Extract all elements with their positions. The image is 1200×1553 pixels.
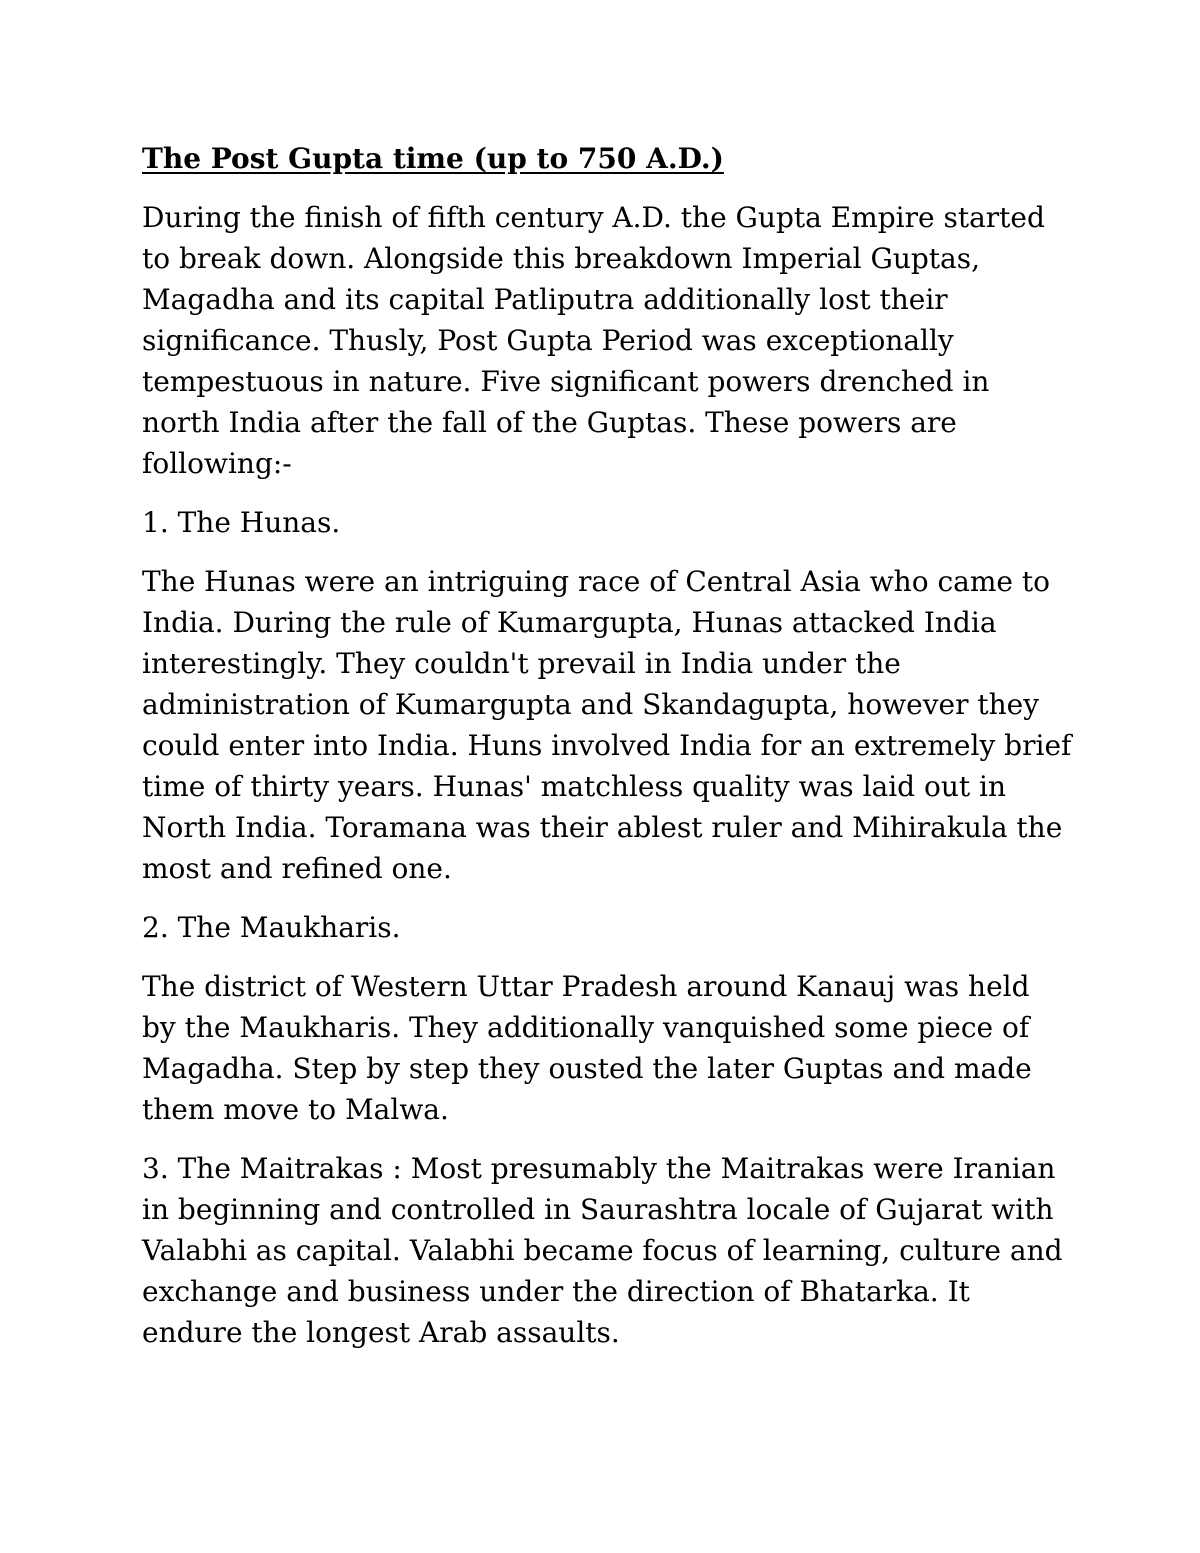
paragraph-maukharis: The district of Western Uttar Pradesh around Kanauj was held by the Maukharis. They additionally vanquished some piece of Magadha. Step by step they ousted the later Guptas and made them move to Malwa. [142,970,1032,1126]
paragraph-intro: During the finish of fifth century A.D. the Gupta Empire started to break down. Alongside this breakdown Imperial Guptas, Magadha and its capital Patliputra additionally lost their significance. Thusly, Post Gupta Period was exceptionally tempestuous in nature. Five significant powers drenched in north India after the fall of the Guptas. These powers are following:- [142,201,1045,480]
heading-hunas: 1. The Hunas. [142,506,341,539]
document-page [142,138,1072,1371]
document-title: The Post Gupta time (up to 750 A.D.) [142,142,724,175]
heading-maukharis: 2. The Maukharis. [142,911,401,944]
paragraph-maitrakas: 3. The Maitrakas : Most presumably the Maitrakas were Iranian in beginning and controlled in Saurashtra locale of Gujarat with Valabhi as capital. Valabhi became focus of learning, culture and exchange and business under the direction of Bhatarka. It endure the longest Arab assaults. [142,1152,1063,1349]
paragraph-hunas: The Hunas were an intriguing race of Central Asia who came to India. During the rule of Kumargupta, Hunas attacked India interestingly. They couldn't prevail in India under the administration of Kumargupta and Skandagupta, however they could enter into India. Huns involved India for an extremely brief time of thirty years. Hunas' matchless quality was laid out in North India. Toramana was their ablest ruler and Mihirakula the most and refined one. [142,565,1072,885]
